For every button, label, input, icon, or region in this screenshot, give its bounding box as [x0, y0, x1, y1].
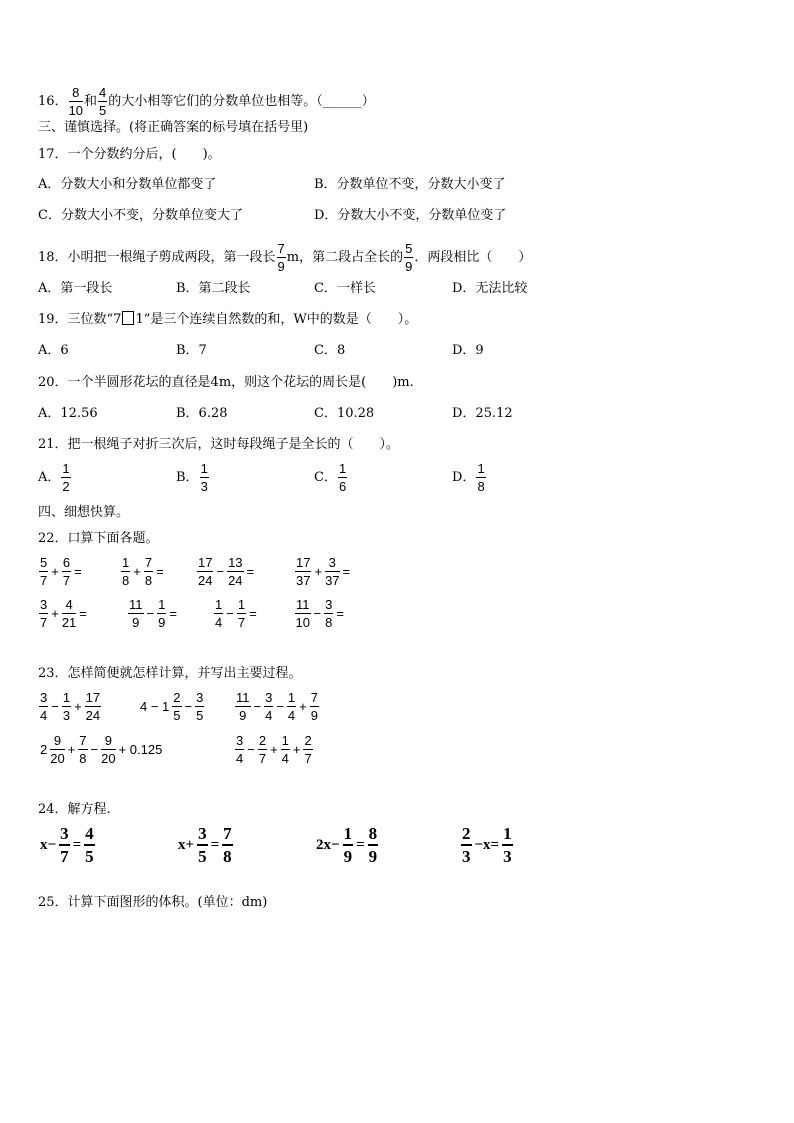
q19-stem: 19．三位数“7 1”是三个连续自然数的和，W中的数是（ ）。 — [38, 312, 418, 327]
q22-item: $\frac{11}{10}$ − $\frac{3}{8}$ = — [295, 597, 344, 630]
q22-item: $\frac{5}{7}$ + $\frac{6}{7}$ = — [40, 555, 82, 588]
q18-stem: 18．小明把一根绳子剪成两段，第一段长 $\frac{7}{9}$ m，第二段占全长的 $\frac{5}{9}$ ．两段相比（ ） — [38, 241, 532, 274]
q23-stem: 23．怎样简便就怎样计算，并写出主要过程。 — [38, 666, 302, 681]
q19-option-a[interactable]: A．6 — [38, 343, 69, 358]
q22-item: $\frac{1}{4}$ − $\frac{1}{7}$ = — [215, 597, 257, 630]
q24-stem: 24．解方程. — [38, 802, 111, 817]
fraction: $\frac{8}{10}$ — [68, 85, 84, 118]
blank-box — [122, 311, 134, 325]
q22-item: $\frac{3}{7}$ + $\frac{4}{21}$ = — [40, 597, 87, 630]
q23-item: $\frac{11}{9}$ − $\frac{3}{4}$ − $\frac{1}{4}$ + $\frac{7}{9}$ — [236, 690, 318, 723]
fraction: $\frac{7}{9}$ — [277, 241, 285, 274]
q22-item: $\frac{11}{9}$ − $\frac{1}{9}$ = — [129, 597, 177, 630]
q24-equation: x+ $\frac{3}{5}$ = $\frac{7}{8}$ — [178, 824, 232, 866]
q18-option-b[interactable]: B．第二段长 — [176, 281, 251, 296]
q24-equation: 2x− $\frac{1}{9}$ = $\frac{8}{9}$ — [316, 824, 378, 866]
q20-option-a[interactable]: A．12.56 — [38, 406, 98, 421]
q21-option-d[interactable]: D． $\frac{1}{8}$ — [452, 461, 485, 494]
q21-option-c[interactable]: C． $\frac{1}{6}$ — [314, 461, 347, 494]
q19-option-d[interactable]: D．9 — [452, 343, 484, 358]
q21-option-b[interactable]: B． $\frac{1}{3}$ — [176, 461, 208, 494]
section-4-heading: 四、细想快算。 — [38, 505, 130, 520]
q22-item: $\frac{17}{24}$ − $\frac{13}{24}$ = — [198, 555, 255, 588]
q17-option-b[interactable]: B．分数单位不变，分数大小变了 — [314, 177, 506, 192]
q25-stem: 25．计算下面图形的体积。(单位：dm) — [38, 895, 268, 910]
q24-equation: x− $\frac{3}{7}$ = $\frac{4}{5}$ — [40, 824, 94, 866]
q21-option-a[interactable]: A． $\frac{1}{2}$ — [38, 461, 70, 494]
q18-option-c[interactable]: C．一样长 — [314, 281, 376, 296]
q16: 16． $\frac{8}{10}$ 和 $\frac{4}{5}$ 的大小相等它们的分数单位也相等。（______） — [38, 85, 375, 118]
q17-option-c[interactable]: C．分数大小不变，分数单位变大了 — [38, 208, 243, 223]
fraction: $\frac{4}{5}$ — [99, 85, 107, 118]
q22-item: $\frac{1}{8}$ + $\frac{7}{8}$ = — [122, 555, 164, 588]
q19-option-b[interactable]: B．7 — [176, 343, 207, 358]
q19-option-c[interactable]: C．8 — [314, 343, 346, 358]
q20-option-b[interactable]: B．6.28 — [176, 406, 228, 421]
q17-option-d[interactable]: D．分数大小不变，分数单位变了 — [314, 208, 507, 223]
section-3-heading: 三、谨慎选择。(将正确答案的标号填在括号里) — [38, 120, 309, 135]
q17-option-a[interactable]: A．分数大小和分数单位都变了 — [38, 177, 217, 192]
q20-stem: 20．一个半圆形花坛的直径是4m，则这个花坛的周长是( )m. — [38, 375, 414, 390]
q23-item: $\frac{3}{4}$ − $\frac{2}{7}$ + $\frac{1}{4}$ + $\frac{2}{7}$ — [236, 733, 312, 766]
q22-item: $\frac{17}{37}$ + $\frac{3}{37}$ = — [296, 555, 351, 588]
q23-item: $\frac{3}{4}$ − $\frac{1}{3}$ + $\frac{17}{24}$ — [40, 690, 101, 723]
q23-item: 2 $\frac{9}{20}$ + $\frac{7}{8}$ − $\frac{9}{20}$ + 0.125 — [40, 733, 163, 766]
q24-equation: $\frac{2}{3}$ −x= $\frac{1}{3}$ — [462, 824, 512, 866]
q17-stem: 17．一个分数约分后，( )。 — [38, 147, 221, 162]
q20-option-c[interactable]: C．10.28 — [314, 406, 375, 421]
q18-option-a[interactable]: A．第一段长 — [38, 281, 113, 296]
q18-option-d[interactable]: D．无法比较 — [452, 281, 528, 296]
fraction: $\frac{5}{9}$ — [405, 241, 413, 274]
q22-stem: 22．口算下面各题。 — [38, 531, 159, 546]
q23-item: 4 − 1 $\frac{2}{5}$ − $\frac{3}{5}$ — [140, 690, 204, 723]
q21-stem: 21．把一根绳子对折三次后，这时每段绳子是全长的（ ）。 — [38, 437, 400, 452]
q20-option-d[interactable]: D．25.12 — [452, 406, 513, 421]
